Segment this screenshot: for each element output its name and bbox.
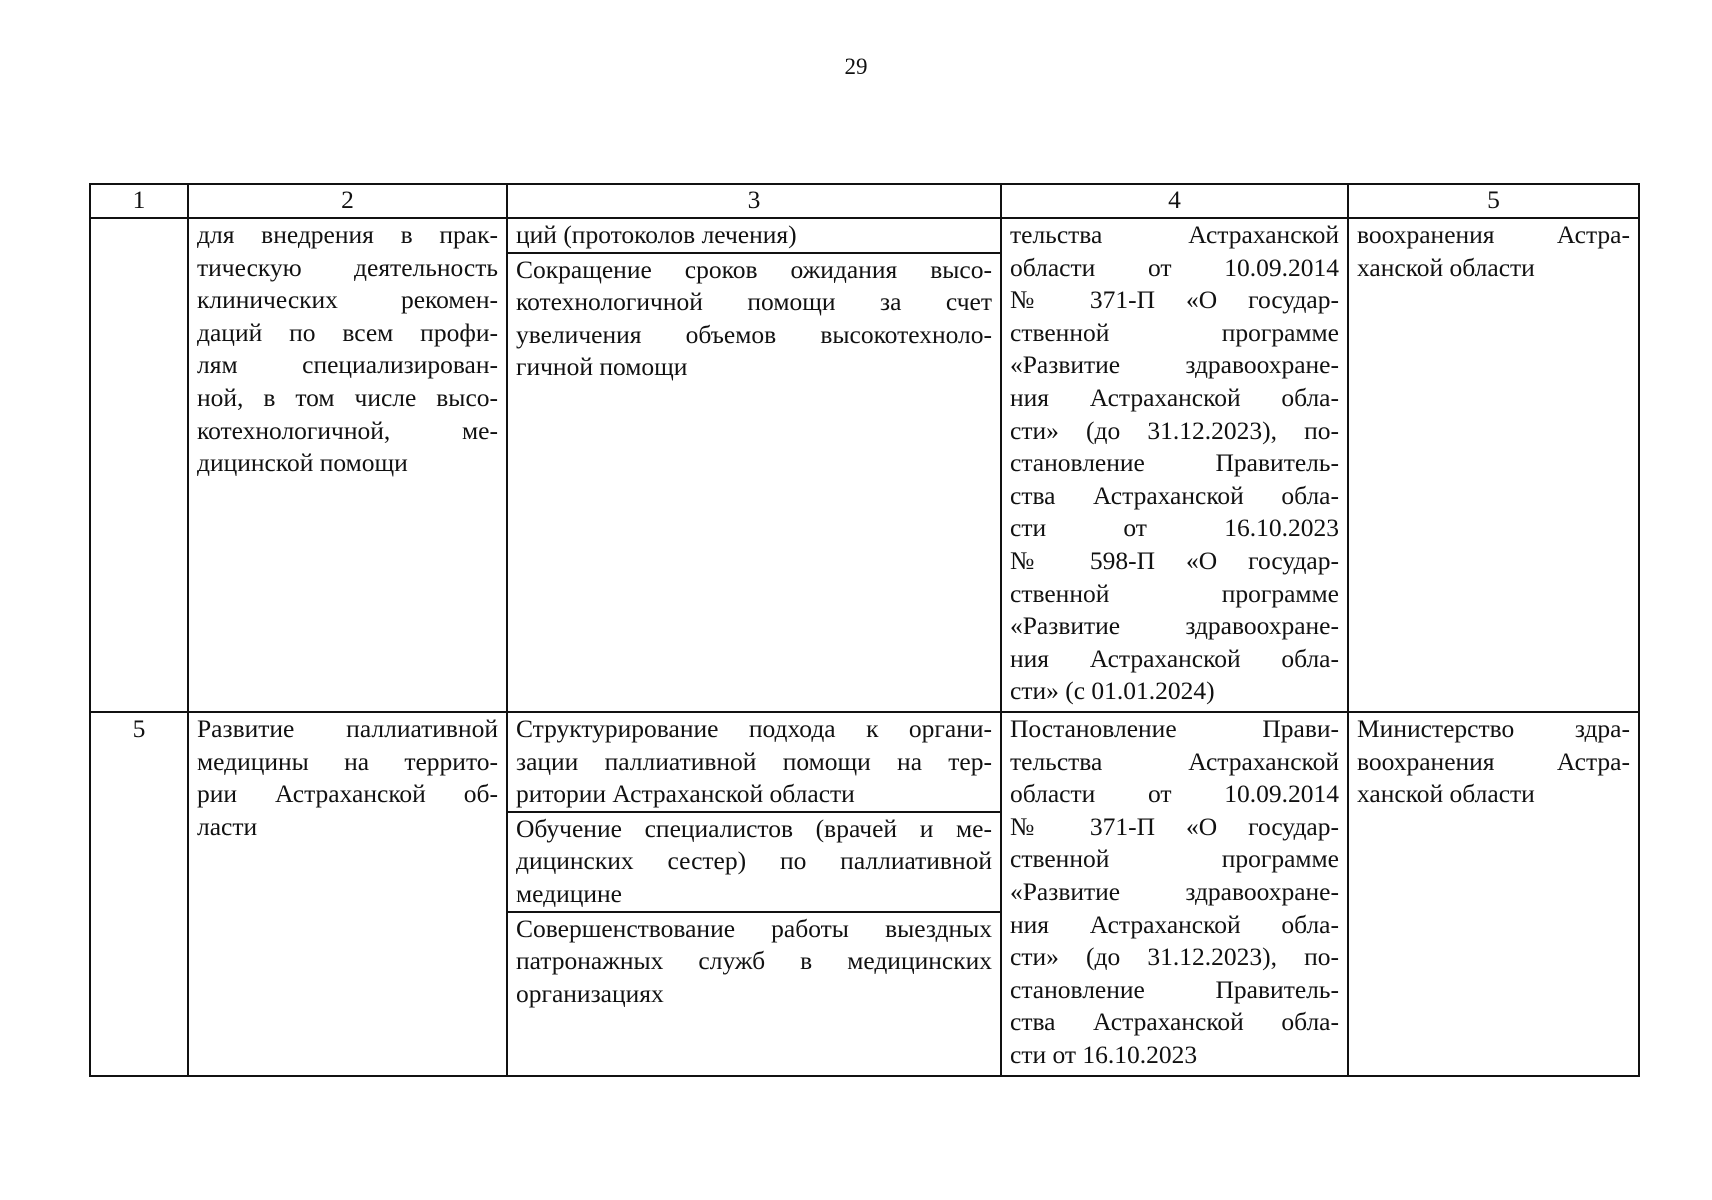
text-line: даций по всем профи-: [197, 317, 498, 347]
text-line: Постановление Прави-: [1010, 714, 1339, 743]
text-line: клинических рекомен-: [197, 285, 498, 315]
text-line: воохранения Астра-: [1357, 220, 1630, 249]
task-cell: [188, 218, 507, 712]
text-line: для внедрения в прак-: [197, 220, 498, 249]
activities-cell: [507, 218, 1001, 712]
responsible-cell: [1348, 218, 1639, 712]
text-line: тельства Астраханской: [1010, 220, 1339, 249]
activity-item: [508, 811, 1000, 911]
text-line: ства Астраханской обла-: [1010, 480, 1339, 510]
text-line: сти» (с 01.01.2024): [1010, 676, 1215, 706]
text-line: лям специализирован-: [197, 350, 498, 380]
text-line: дицинских сестер) по паллиативной: [516, 846, 992, 876]
text-line: сти от 16.10.2023: [1010, 1039, 1198, 1069]
text-line: ций (протоколов лечения): [516, 220, 797, 249]
legal-basis-cell: [1001, 712, 1348, 1076]
activities-cell: [507, 712, 1001, 1076]
text-line: Министерство здра-: [1357, 714, 1630, 743]
text-line: области от 10.09.2014: [1010, 252, 1339, 282]
responsible-cell: [1348, 712, 1639, 1076]
text-line: увеличения объемов высокотехноло-: [516, 319, 992, 349]
text-line: тическую деятельность: [197, 252, 498, 282]
row-number-cell: [90, 218, 188, 712]
text-line: ханской области: [1357, 252, 1535, 282]
text-line: тельства Астраханской: [1010, 746, 1339, 776]
header-col-3: 3: [507, 184, 1001, 218]
text-line: сти от 16.10.2023: [1010, 513, 1339, 543]
activity-item: [508, 911, 1000, 1011]
text-line: организациях: [516, 978, 664, 1008]
header-col-2: 2: [188, 184, 507, 218]
text-line: ханской области: [1357, 779, 1535, 809]
text-line: Развитие паллиативной: [197, 714, 498, 743]
text-line: котехнологичной, ме-: [197, 415, 498, 445]
text-line: ства Астраханской обла-: [1010, 1007, 1339, 1037]
text-line: Структурирование подхода к органи-: [516, 714, 992, 743]
text-line: котехнологичной помощи за счет: [516, 287, 992, 317]
text-line: № 371-П «О государ-: [1010, 811, 1339, 841]
activity-item: [508, 713, 1000, 811]
table-header-row: [90, 184, 1639, 218]
text-line: гичной помощи: [516, 352, 688, 382]
text-line: ственной программе: [1010, 578, 1339, 608]
text-line: сти» (до 31.12.2023), по-: [1010, 942, 1339, 972]
activity-item: [508, 219, 1000, 252]
text-line: ритории Астраханской области: [516, 779, 855, 809]
header-col-4: 4: [1001, 184, 1348, 218]
text-line: становление Правитель-: [1010, 448, 1339, 478]
text-line: медицине: [516, 878, 622, 908]
page-number: 29: [844, 54, 868, 79]
text-line: № 371-П «О государ-: [1010, 285, 1339, 315]
text-line: рии Астраханской об-: [197, 779, 498, 809]
activity-item: [508, 252, 1000, 384]
text-line: № 598-П «О государ-: [1010, 545, 1339, 575]
text-line: становление Правитель-: [1010, 974, 1339, 1004]
row-number-cell: 5: [90, 712, 188, 1076]
text-line: «Развитие здравоохране-: [1010, 350, 1339, 380]
text-line: ния Астраханской обла-: [1010, 382, 1339, 412]
text-line: сти» (до 31.12.2023), по-: [1010, 415, 1339, 445]
text-line: «Развитие здравоохране-: [1010, 611, 1339, 641]
table-row: [90, 218, 1639, 712]
text-line: Обучение специалистов (врачей и ме-: [516, 813, 992, 843]
text-line: ственной программе: [1010, 317, 1339, 347]
legal-basis-cell: [1001, 218, 1348, 712]
text-line: Сокращение сроков ожидания высо-: [516, 254, 992, 284]
text-line: медицины на террито-: [197, 746, 498, 776]
text-line: зации паллиативной помощи на тер-: [516, 746, 992, 776]
text-line: патронажных служб в медицинских: [516, 946, 992, 976]
document-table: [89, 183, 1640, 1077]
text-line: ной, в том числе высо-: [197, 382, 498, 412]
table-row: [90, 712, 1639, 1076]
text-line: «Развитие здравоохране-: [1010, 876, 1339, 906]
header-col-1: 1: [90, 184, 188, 218]
text-line: Совершенствование работы выездных: [516, 913, 992, 943]
text-line: ния Астраханской обла-: [1010, 643, 1339, 673]
text-line: дицинской помощи: [197, 448, 408, 478]
text-line: воохранения Астра-: [1357, 746, 1630, 776]
text-line: ния Астраханской обла-: [1010, 909, 1339, 939]
text-line: ласти: [197, 811, 258, 841]
task-cell: [188, 712, 507, 1076]
text-line: ственной программе: [1010, 844, 1339, 874]
text-line: области от 10.09.2014: [1010, 779, 1339, 809]
header-col-5: 5: [1348, 184, 1639, 218]
